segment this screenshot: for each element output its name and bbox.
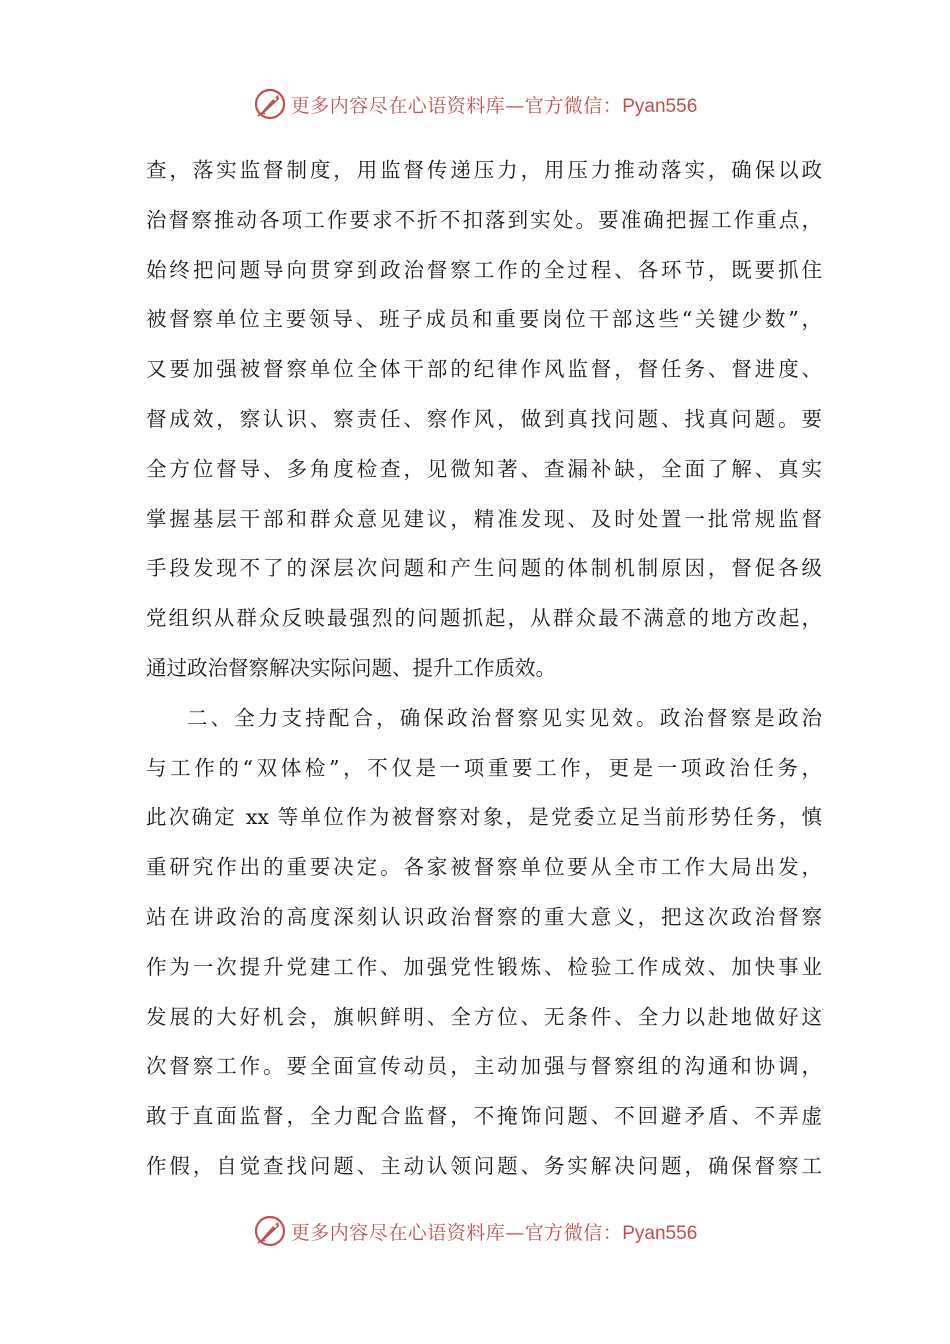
text-line: 与工作的“双体检”，不仅是一项重要工作，更是一项政治任务， [146,755,822,780]
banner-text: 更多内容尽在心语资料库—官方微信：Pyan556 [290,94,698,117]
banner-text: 更多内容尽在心语资料库—官方微信：Pyan556 [290,1221,698,1244]
text-line: 全方位督导、多角度检查，见微知著、查漏补缺，全面了解、真实 [146,456,822,481]
text-line: 督成效，察认识、察责任、察作风，做到真找问题、找真问题。要 [146,406,822,431]
paragraph [146,146,822,694]
header-banner [0,84,950,124]
text-line: 站在讲政治的高度深刻认识政治督察的重大意义，把这次政治督察 [146,904,822,929]
text-line: 作假，自觉查找问题、主动认领问题、务实解决问题，确保督察工 [146,1153,822,1178]
text-line: 次督察工作。要全面宣传动员，主动加强与督察组的沟通和协调， [146,1054,822,1079]
footer-banner [0,1211,950,1251]
text-line: 发展的大好机会，旗帜鲜明、全方位、无条件、全力以赴地做好这 [146,1004,822,1029]
pen-nib-logo-icon [253,1214,287,1248]
text-line: 此次确定 xx 等单位作为被督察对象，是党委立足当前形势任务，慎 [146,805,822,830]
text-line: 通过政治督察解决实际问题、提升工作质效。 [146,655,556,680]
text-line: 敢于直面监督，全力配合监督，不掩饰问题、不回避矛盾、不弄虚 [146,1104,822,1129]
pen-nib-logo-icon [253,87,287,121]
text-line: 重研究作出的重要决定。各家被督察单位要从全市工作大局出发， [146,855,822,880]
banner-brand: Pyan556 [622,95,698,117]
text-line: 手段发现不了的深层次问题和产生问题的体制机制原因，督促各级 [146,556,822,581]
text-line: 掌握基层干部和群众意见建议，精准发现、及时处置一批常规监督 [146,506,822,531]
document-body [146,146,822,1192]
text-line: 始终把问题导向贯穿到政治督察工作的全过程、各环节，既要抓住 [146,257,822,282]
paragraph [146,694,822,1192]
text-line: 党组织从群众反映最强烈的问题抓起，从群众最不满意的地方改起， [146,606,822,631]
text-line: 作为一次提升党建工作、加强党性锻炼、检验工作成效、加快事业 [146,954,822,979]
text-line: 查，落实监督制度，用监督传递压力，用压力推动落实，确保以政 [146,158,822,182]
text-line: 二、全力支持配合，确保政治督察见实见效。政治督察是政治 [187,705,822,730]
text-line: 又要加强被督察单位全体干部的纪律作风监督，督任务、督进度、 [146,357,822,382]
banner-brand: Pyan556 [622,1222,698,1244]
text-line: 治督察推动各项工作要求不折不扣落到实处。要准确把握工作重点， [146,207,822,232]
text-line: 被督察单位主要领导、班子成员和重要岗位干部这些“关键少数”， [146,307,822,332]
